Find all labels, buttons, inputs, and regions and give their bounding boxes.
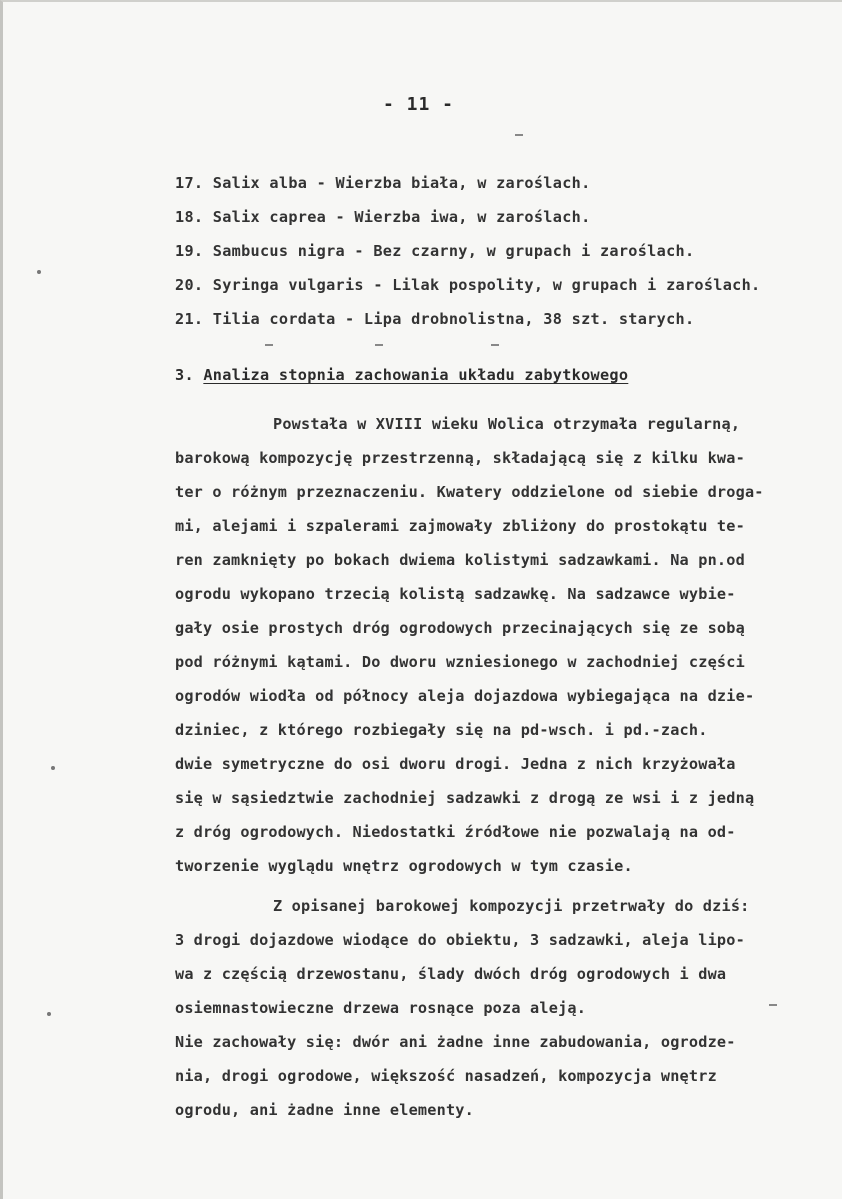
paragraph-line: się w sąsiedztwie zachodniej sadzawki z drogą ze wsi i z jedną [175,789,755,807]
paragraph-line: ogrodów wiodła od północy aleja dojazdowa wybiegająca na dzie- [175,687,755,705]
paragraph-line: barokową kompozycję przestrzenną, składającą się z kilku kwa- [175,449,745,467]
paragraph-line: ter o różnym przeznaczeniu. Kwatery oddzielone od siebie droga- [175,483,764,501]
section-title: Analiza stopnia zachowania układu zabytkowego [203,366,629,384]
paragraph-line: dwie symetryczne do osi dworu drogi. Jedna z nich krzyżowała [175,755,736,773]
paragraph-line: ogrodu wykopano trzecią kolistą sadzawkę. Na sadzawce wybie- [175,585,736,603]
stray-mark [265,344,273,346]
paragraph-line: z dróg ogrodowych. Niedostatki źródłowe nie pozwalają na od- [175,823,736,841]
paragraph-line: ren zamknięty po bokach dwiema kolistymi sadzawkami. Na pn.od [175,551,745,569]
paragraph-line: gały osie prostych dróg ogrodowych przecinających się ze sobą [175,619,745,637]
paragraph-line: Nie zachowały się: dwór ani żadne inne zabudowania, ogrodze- [175,1033,736,1051]
stray-mark [515,134,523,136]
paragraph-line: dziniec, z którego rozbiegały się na pd-wsch. i pd.-zach. [175,721,708,739]
paragraph-line: mi, alejami i szpalerami zajmowały zbliżony do prostokątu te- [175,517,745,535]
margin-speck [51,766,55,770]
stray-mark [769,1004,777,1006]
paragraph-line: tworzenie wyglądu wnętrz ogrodowych w tym czasie. [175,857,633,875]
margin-speck [47,1012,51,1016]
paragraph-line: Powstała w XVIII wieku Wolica otrzymała regularną, [273,415,741,433]
species-list [175,166,761,336]
list-item: 17. Salix alba - Wierzba biała, w zaroślach. [175,174,591,192]
paragraph-line: Z opisanej barokowej kompozycji przetrwały do dziś: [273,897,750,915]
paragraph-line: wa z częścią drzewostanu, ślady dwóch dróg ogrodowych i dwa [175,965,727,983]
page-number: - 11 - [383,94,455,115]
paragraph-line: ogrodu, ani żadne inne elementy. [175,1101,474,1119]
paragraph-line: 3 drogi dojazdowe wiodące do obiektu, 3 sadzawki, aleja lipo- [175,931,745,949]
section-number: 3. [175,366,194,384]
stray-mark [491,344,499,346]
stray-mark [375,344,383,346]
list-item: 20. Syringa vulgaris - Lilak pospolity, w grupach i zaroślach. [175,276,761,294]
paragraph-line: osiemnastowieczne drzewa rosnące poza aleją. [175,999,587,1017]
margin-speck [37,270,41,274]
paragraph-line: pod różnymi kątami. Do dworu wzniesionego w zachodniej części [175,653,745,671]
list-item: 18. Salix caprea - Wierzba iwa, w zaroślach. [175,208,591,226]
list-item: 19. Sambucus nigra - Bez czarny, w grupach i zaroślach. [175,242,695,260]
paragraph-line: nia, drogi ogrodowe, większość nasadzeń, kompozycja wnętrz [175,1067,717,1085]
section-heading [175,364,628,386]
list-item: 21. Tilia cordata - Lipa drobnolistna, 38 szt. starych. [175,310,695,328]
